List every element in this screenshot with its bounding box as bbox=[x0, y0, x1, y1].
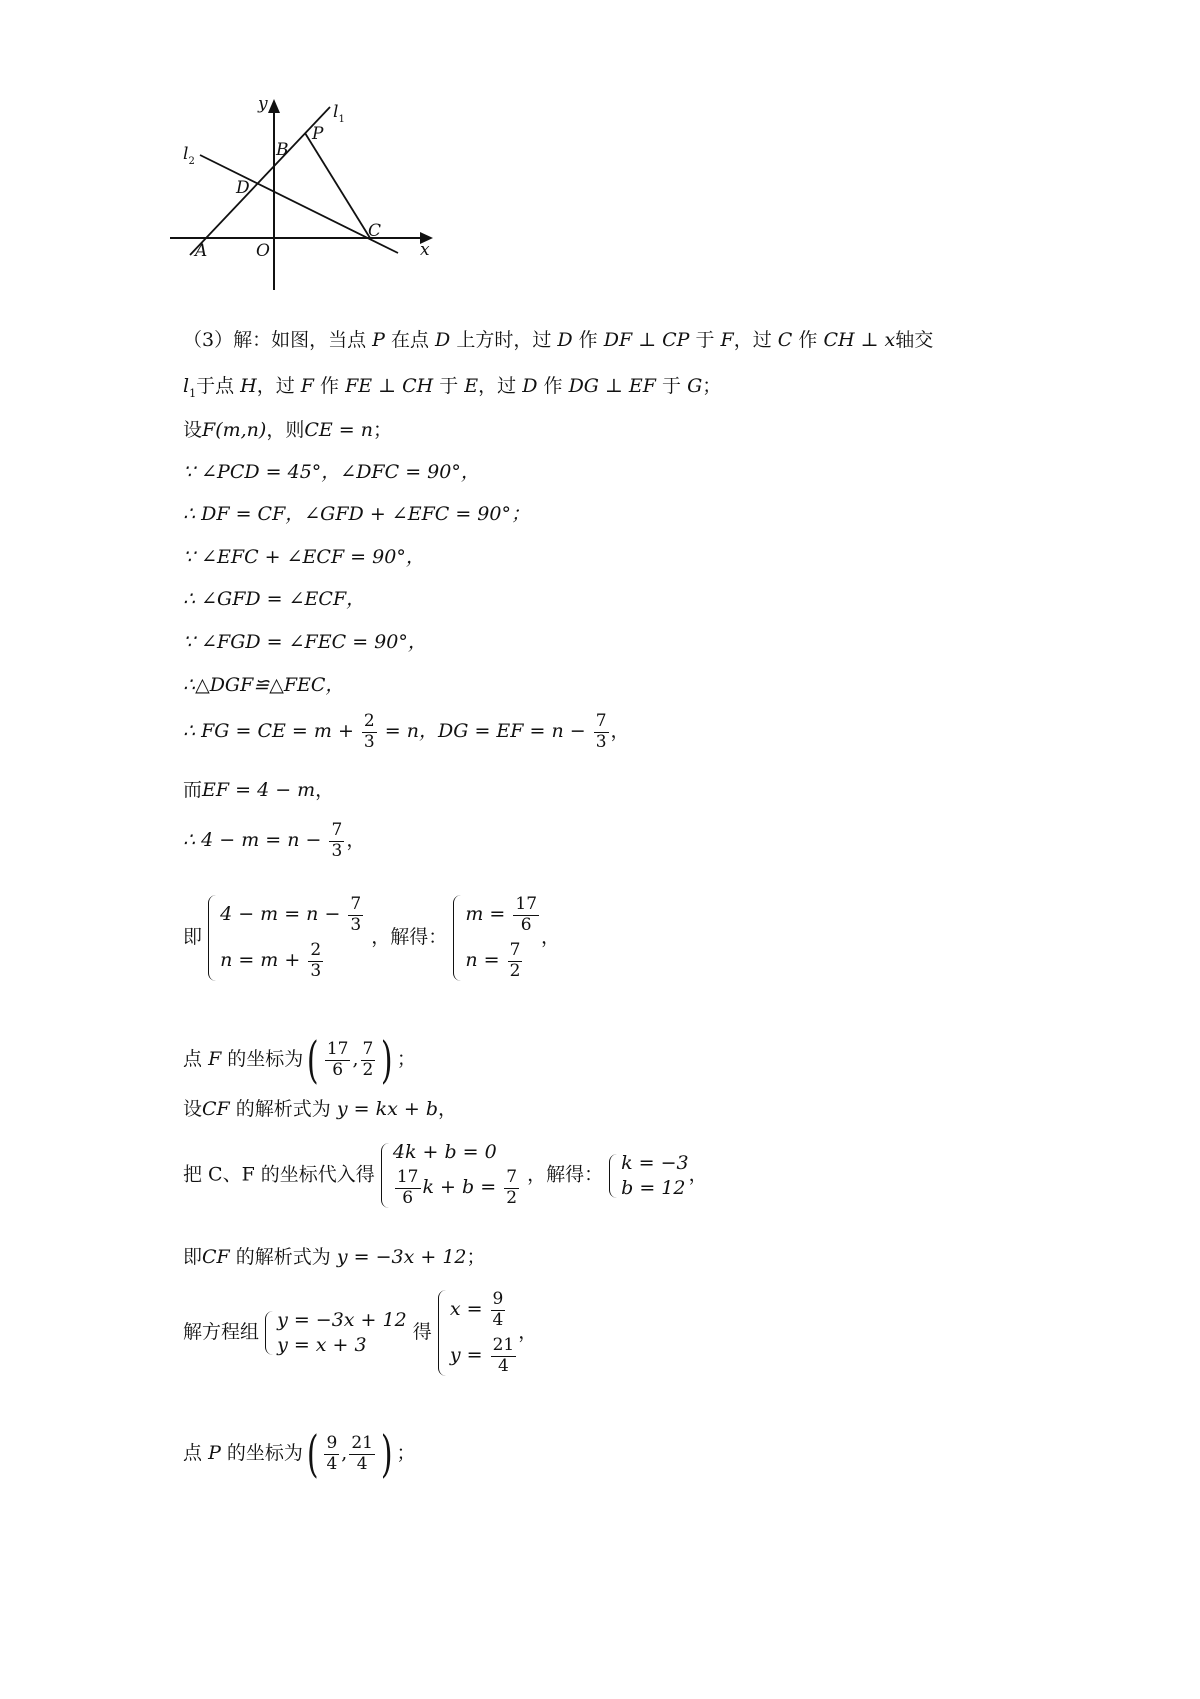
solution-line-10: ∴ FG = CE = m + $\frac{2}{3}$ = n，DG = EF = n − $\frac{7}{3}$ ， bbox=[183, 711, 630, 752]
solution-system: k = −3 b = 12 bbox=[609, 1154, 689, 1198]
solution-line-11: 而EF = 4 − m， bbox=[183, 779, 335, 801]
equation-system: y = −3x + 12 y = x + 3 bbox=[265, 1311, 407, 1355]
label-x: x bbox=[420, 240, 430, 260]
solution-line-6: ∵ ∠EFC + ∠ECF = 90°， bbox=[183, 546, 425, 568]
fraction: $\frac{7}{3}$ bbox=[331, 820, 343, 861]
line-l1 bbox=[190, 107, 330, 255]
solution-line-3: 设F(m,n)，则CE = n； bbox=[183, 419, 393, 441]
label-B: B bbox=[276, 140, 289, 160]
label-A: A bbox=[195, 241, 208, 261]
solution-line-7: ∴ ∠GFD = ∠ECF， bbox=[183, 588, 366, 610]
solution-line-15: 设CF 的解析式为 y = kx + b， bbox=[183, 1098, 457, 1120]
label-l2: $l_2$ bbox=[183, 144, 195, 167]
solution-line-9: ∴△DGF≌△FEC， bbox=[183, 674, 345, 696]
label-l1: $l_1$ bbox=[333, 102, 345, 125]
solution-line-18: 解方程组 y = −3x + 12 y = x + 3 得 x = $\frac{9}{4}$ y = $\frac{21}{4}$ ， bbox=[183, 1289, 538, 1376]
coordinate-diagram bbox=[170, 95, 440, 295]
label-y: y bbox=[258, 95, 268, 114]
equation-system: 4 − m = n − $\frac{7}{3}$ n = m + $\frac{2}{3}$ bbox=[208, 895, 365, 981]
fraction: $\frac{2}{3}$ bbox=[363, 711, 375, 752]
solution-line-16: 把 C、F 的坐标代入得 4k + b = 0 $\frac{17}{6}$ k + b = $\frac{7}{2}$ ，解得： k = −3 b = 12 ， bbox=[183, 1141, 708, 1208]
solution-line-4: ∵ ∠PCD = 45°，∠DFC = 90°， bbox=[183, 461, 480, 483]
label-C: C bbox=[368, 221, 382, 241]
solution-system: x = $\frac{9}{4}$ y = $\frac{21}{4}$ bbox=[438, 1290, 518, 1376]
y-axis-arrow bbox=[268, 99, 280, 113]
equation-system: 4k + b = 0 $\frac{17}{6}$ k + b = $\frac{7}{2}$ bbox=[381, 1143, 521, 1208]
solution-line-8: ∵ ∠FGD = ∠FEC = 90°， bbox=[183, 631, 427, 653]
solution-line-17: 即CF 的解析式为 y = −3x + 12； bbox=[183, 1246, 486, 1268]
solution-line-5: ∴ DF = CF，∠GFD + ∠EFC = 90°； bbox=[183, 503, 530, 525]
fraction: $\frac{7}{3}$ bbox=[595, 711, 607, 752]
solution-line-14: 点 F 的坐标为( $\frac{17}{6}$ , $\frac{7}{2}$ ) ； bbox=[183, 1031, 416, 1089]
solution-line-12: ∴ 4 − m = n − $\frac{7}{3}$ ， bbox=[183, 820, 366, 861]
solution-system: m = $\frac{17}{6}$ n = $\frac{7}{2}$ bbox=[453, 895, 541, 981]
solution-line-19: 点 P 的坐标为( $\frac{9}{4}$ , $\frac{21}{4}$ ) ； bbox=[183, 1425, 416, 1483]
label-D: D bbox=[236, 178, 250, 198]
label-P: P bbox=[312, 124, 324, 144]
solution-line-2: $l_1$于点 H，过 F 作 FE ⊥ CH 于 E，过 D 作 DG ⊥ EF 于 G； bbox=[183, 375, 722, 400]
solution-line-13: 即 4 − m = n − $\frac{7}{3}$ n = m + $\frac{2}{3}$ ，解得： m = $\frac{17}{6}$ n = $\frac{7}{2}$ ， bbox=[183, 894, 561, 981]
solution-line-1: （3）解：如图，当点 P 在点 D 上方时，过 D 作 DF ⊥ CP 于 F，过 C 作 CH ⊥ x轴交 bbox=[183, 329, 934, 351]
label-O: O bbox=[256, 241, 270, 261]
